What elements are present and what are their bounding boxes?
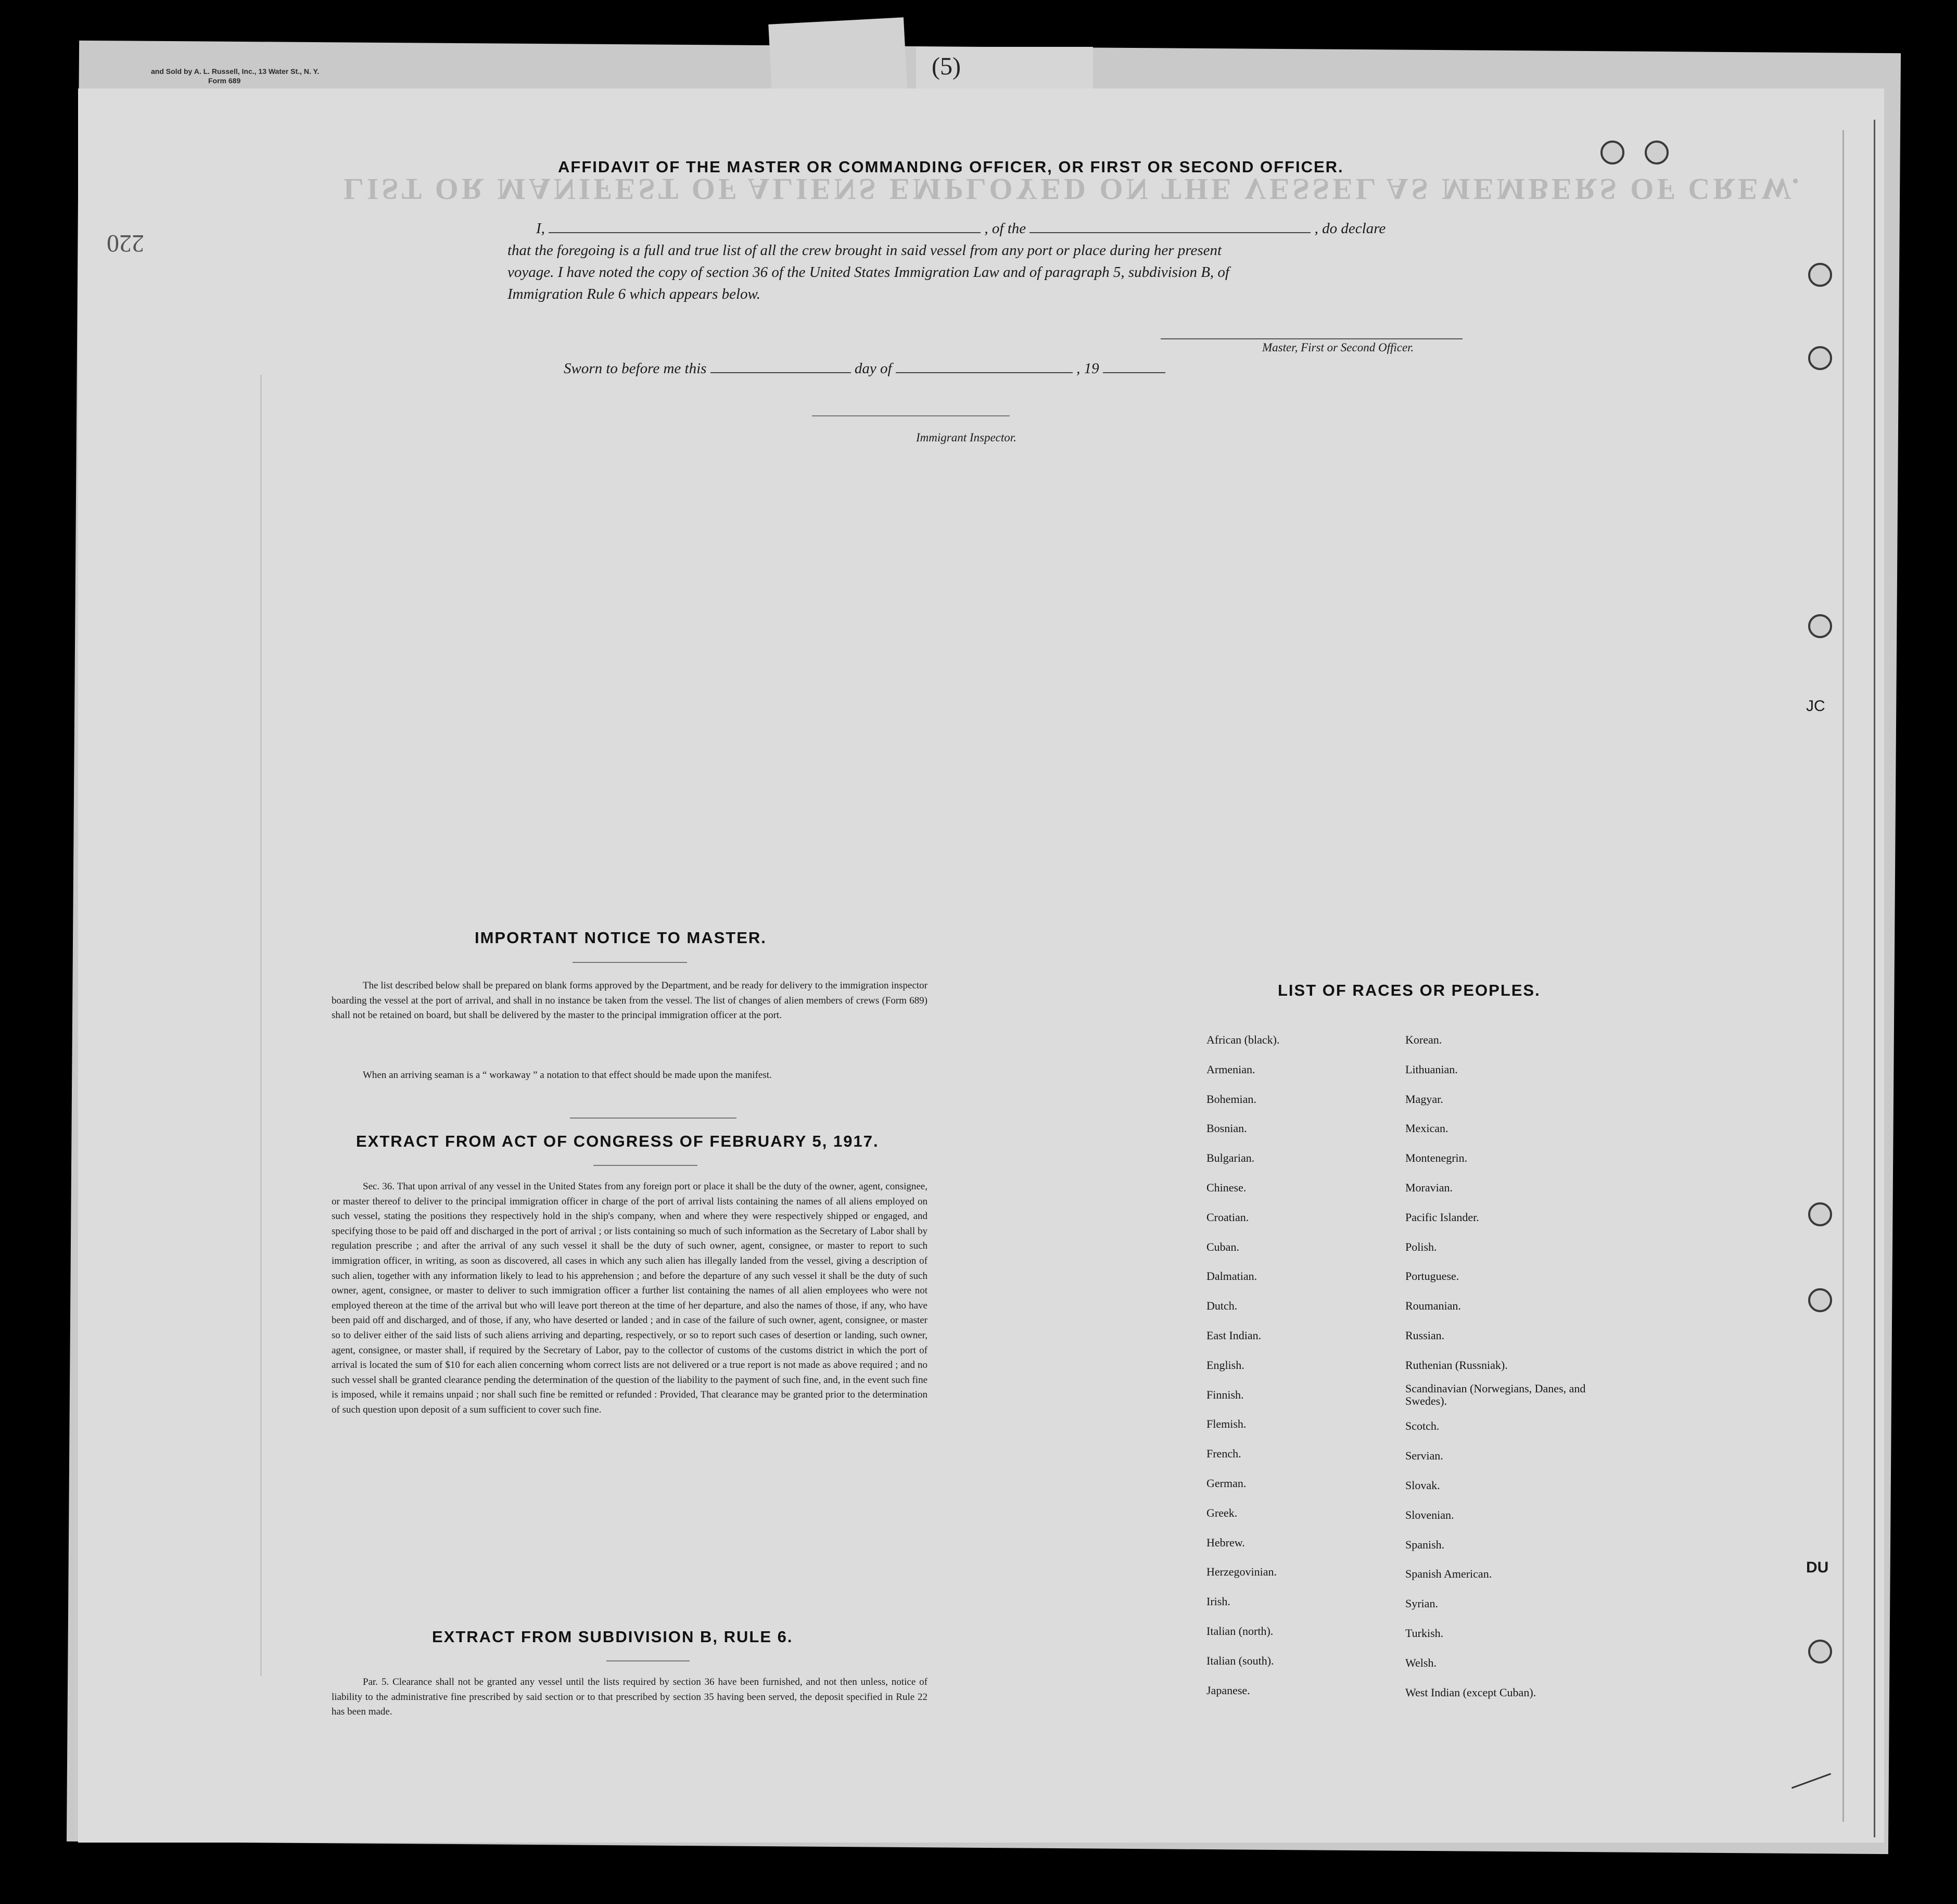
race-item: Dalmatian. xyxy=(1206,1270,1257,1283)
race-item: Ruthenian (Russniak). xyxy=(1405,1358,1508,1372)
affidavit-line3: voyage. I have noted the copy of section 36 of the United States Immigration Law and of paragraph 5, subdivision B, of xyxy=(507,264,1229,281)
race-item: Japanese. xyxy=(1206,1683,1250,1697)
race-item: Pacific Islander. xyxy=(1405,1210,1479,1224)
punch-hole xyxy=(1808,1202,1832,1226)
punch-hole xyxy=(1808,263,1832,287)
punch-hole xyxy=(1808,1640,1832,1664)
affidavit-line2: that the foregoing is a full and true list of all the crew brought in said vessel from any port or place during her present xyxy=(507,242,1222,259)
race-item: Lithuanian. xyxy=(1405,1062,1458,1076)
act-section-36: Sec. 36. That upon arrival of any vessel in the United States from any foreign port or place it shall be the duty of the owner, agent, consignee, or master thereof to deliver to the principal immigration officer in charge of the port of arrival lists containing the names of all aliens employed on such vessel, stating the positions they respectively hold in the ship's company, when and where they were respectively shipped or engaged, and specifying those to be paid off and discharged in the port of arrival ; or lists containing so much of such information as the Secretary of Labor shall by regulation prescribe ; and after the arrival of any such vessel it shall be the duty of such owner, agent, consignee, or master to report to such immigration officer, in writing, as soon as discovered, all cases in which any such alien has illegally landed from the vessel, giving a description of such alien, together with any information likely to lead to his apprehension ; and before the departure of any such vessel it shall be the duty of such owner, agent, consignee, or master to deliver to such immigration officer a further list containing the names of all alien employees who were not employed thereon at the time of the arrival but who will leave port thereon at the time of her departure, and also the names of those, if any, who have been paid off and discharged, and of those, if any, who have deserted or landed ; and in case of the failure of such owner, agent, consignee, or master so to deliver either of the said lists of such aliens arriving and departing, respectively, or so to report such cases of desertion or landing, such owner, agent, consignee, or master shall, if required by the Secretary of Labor, pay to the collector of customs of the customs district in which the port of arrival is located the sum of $10 for each alien concerning whom correct lists are not delivered or a true report is not made as above required ; and no such vessel shall be granted clearance pending the determination of the question of the liability to the payment of such fine, and, in the event such fine is imposed, while it remains unpaid ; nor shall such fine be remitted or refunded : Provided, That clearance may be granted prior to the determination of such question upon deposit of a sum sufficient to cover such fine. xyxy=(332,1181,927,1415)
race-item: West Indian (except Cuban). xyxy=(1405,1685,1536,1699)
race-item: Mexican. xyxy=(1405,1122,1448,1135)
inspector-label: Immigrant Inspector. xyxy=(916,431,1016,444)
race-item: Servian. xyxy=(1405,1449,1443,1463)
race-item: Roumanian. xyxy=(1405,1299,1461,1313)
race-item: Italian (south). xyxy=(1206,1654,1274,1667)
notice-para-2: When an arriving seaman is a “ workaway ” a notation to that effect should be made upon the manifest. xyxy=(363,1070,772,1081)
race-item: Magyar. xyxy=(1405,1092,1443,1106)
day-of-text: day of xyxy=(854,360,892,377)
race-item: Montenegrin. xyxy=(1405,1151,1468,1165)
sworn-line xyxy=(564,360,1165,377)
rule-heading: EXTRACT FROM SUBDIVISION B, RULE 6. xyxy=(432,1628,793,1646)
race-item: Polish. xyxy=(1405,1240,1437,1253)
margin-mark: JC xyxy=(1806,697,1825,715)
master-label: Master, First or Second Officer. xyxy=(1262,341,1414,354)
punch-hole xyxy=(1645,141,1669,164)
race-item: Slovenian. xyxy=(1405,1508,1454,1521)
vessel-blank[interactable] xyxy=(1030,232,1311,233)
race-item: English. xyxy=(1206,1358,1244,1372)
race-item: Bulgarian. xyxy=(1206,1151,1255,1165)
affidavit-of-the: , of the xyxy=(984,220,1026,237)
race-item: Cuban. xyxy=(1206,1240,1239,1253)
affidavit-declare: , do declare xyxy=(1314,220,1386,237)
sworn-month-blank[interactable] xyxy=(896,372,1073,373)
race-item: Welsh. xyxy=(1405,1656,1437,1669)
race-item: Korean. xyxy=(1405,1033,1442,1046)
race-item: Greek. xyxy=(1206,1506,1238,1519)
race-item: Portuguese. xyxy=(1405,1270,1459,1283)
race-item: French. xyxy=(1206,1447,1241,1461)
notice-heading: IMPORTANT NOTICE TO MASTER. xyxy=(475,929,767,947)
race-item: Turkish. xyxy=(1405,1626,1444,1640)
punch-hole xyxy=(1808,1288,1832,1312)
race-item: Syrian. xyxy=(1405,1597,1438,1610)
ghost-column-line xyxy=(1842,130,1844,1822)
stamp-number: 220 xyxy=(107,230,144,257)
races-right-column xyxy=(1405,1025,1613,1707)
race-item: Croatian. xyxy=(1206,1210,1249,1224)
race-item: Italian (north). xyxy=(1206,1624,1274,1638)
race-item: African (black). xyxy=(1206,1033,1280,1046)
notice-para-1: The list described below shall be prepared on blank forms approved by the Department, and be ready for delivery to the immigration inspector boarding the vessel at the port of arrival, and shall in no instance be taken from the vessel. The list of changes of alien members of crews (Form 689) shall not be retained on board, but shall be delivered by the master to the principal immigration officer at the port. xyxy=(332,980,927,1021)
race-item: Scotch. xyxy=(1405,1419,1440,1433)
sworn-day-blank[interactable] xyxy=(710,372,851,373)
punch-hole xyxy=(1808,346,1832,370)
divider xyxy=(570,1118,736,1119)
punch-hole xyxy=(1600,141,1624,164)
race-item: Spanish American. xyxy=(1405,1567,1492,1581)
race-item: Flemish. xyxy=(1206,1417,1247,1431)
background-title: LIST OR MANIFEST OF ALIENS EMPLOYED ON THE VESSEL AS MEMBERS OF CREW. xyxy=(344,172,1802,206)
race-item: Moravian. xyxy=(1405,1181,1453,1194)
page-number: (5) xyxy=(932,53,961,80)
affidavit-line4: Immigration Rule 6 which appears below. xyxy=(507,286,760,302)
race-item: Armenian. xyxy=(1206,1062,1255,1076)
affidavit-text xyxy=(507,218,1486,305)
race-item: Finnish. xyxy=(1206,1388,1244,1401)
races-heading: LIST OF RACES OR PEOPLES. xyxy=(1278,981,1541,999)
race-item: German. xyxy=(1206,1476,1247,1490)
sworn-text: Sworn to before me this xyxy=(564,360,707,377)
race-item: Slovak. xyxy=(1405,1478,1440,1492)
race-item: Irish. xyxy=(1206,1595,1230,1608)
year-text: , 19 xyxy=(1076,360,1099,377)
rule-paragraph-5: Par. 5. Clearance shall not be granted any vessel until the lists required by section 36 have been furnished, and not then unless, notice of liability to the administrative fine prescribed by said section or to that prescribed by section 35 having been served, the deposit specified in Rule 22 has been made. xyxy=(332,1677,927,1718)
act-heading: EXTRACT FROM ACT OF CONGRESS OF FEBRUARY 5, 1917. xyxy=(356,1132,879,1150)
race-item: Dutch. xyxy=(1206,1299,1238,1313)
race-item: Scandinavian (Norwegians, Danes, and Swedes). xyxy=(1405,1381,1586,1407)
name-blank[interactable] xyxy=(549,232,981,233)
race-item: Hebrew. xyxy=(1206,1535,1245,1549)
race-item: East Indian. xyxy=(1206,1328,1262,1342)
ghost-column-line xyxy=(260,375,262,1676)
race-item: Spanish. xyxy=(1405,1538,1445,1551)
affidavit-heading: AFFIDAVIT OF THE MASTER OR COMMANDING OFFICER, OR FIRST OR SECOND OFFICER. xyxy=(558,158,1344,176)
race-item: Herzegovinian. xyxy=(1206,1565,1277,1579)
margin-mark: DU xyxy=(1806,1559,1829,1576)
affidavit-i: I, xyxy=(536,220,545,237)
race-item: Russian. xyxy=(1405,1328,1445,1342)
master-signature-line[interactable] xyxy=(1161,338,1463,339)
divider xyxy=(573,962,687,963)
race-item: Bosnian. xyxy=(1206,1122,1247,1135)
race-item: Chinese. xyxy=(1206,1181,1247,1194)
inspector-signature-line[interactable] xyxy=(812,415,1010,416)
printer-imprint: and Sold by A. L. Russell, Inc., 13 Water St., N. Y. Form 689 xyxy=(151,67,320,85)
divider xyxy=(593,1165,697,1166)
race-item: Bohemian. xyxy=(1206,1092,1256,1106)
page-edge xyxy=(1874,120,1875,1837)
punch-hole xyxy=(1808,614,1832,638)
sworn-year-blank[interactable] xyxy=(1103,372,1165,373)
divider xyxy=(606,1660,690,1661)
